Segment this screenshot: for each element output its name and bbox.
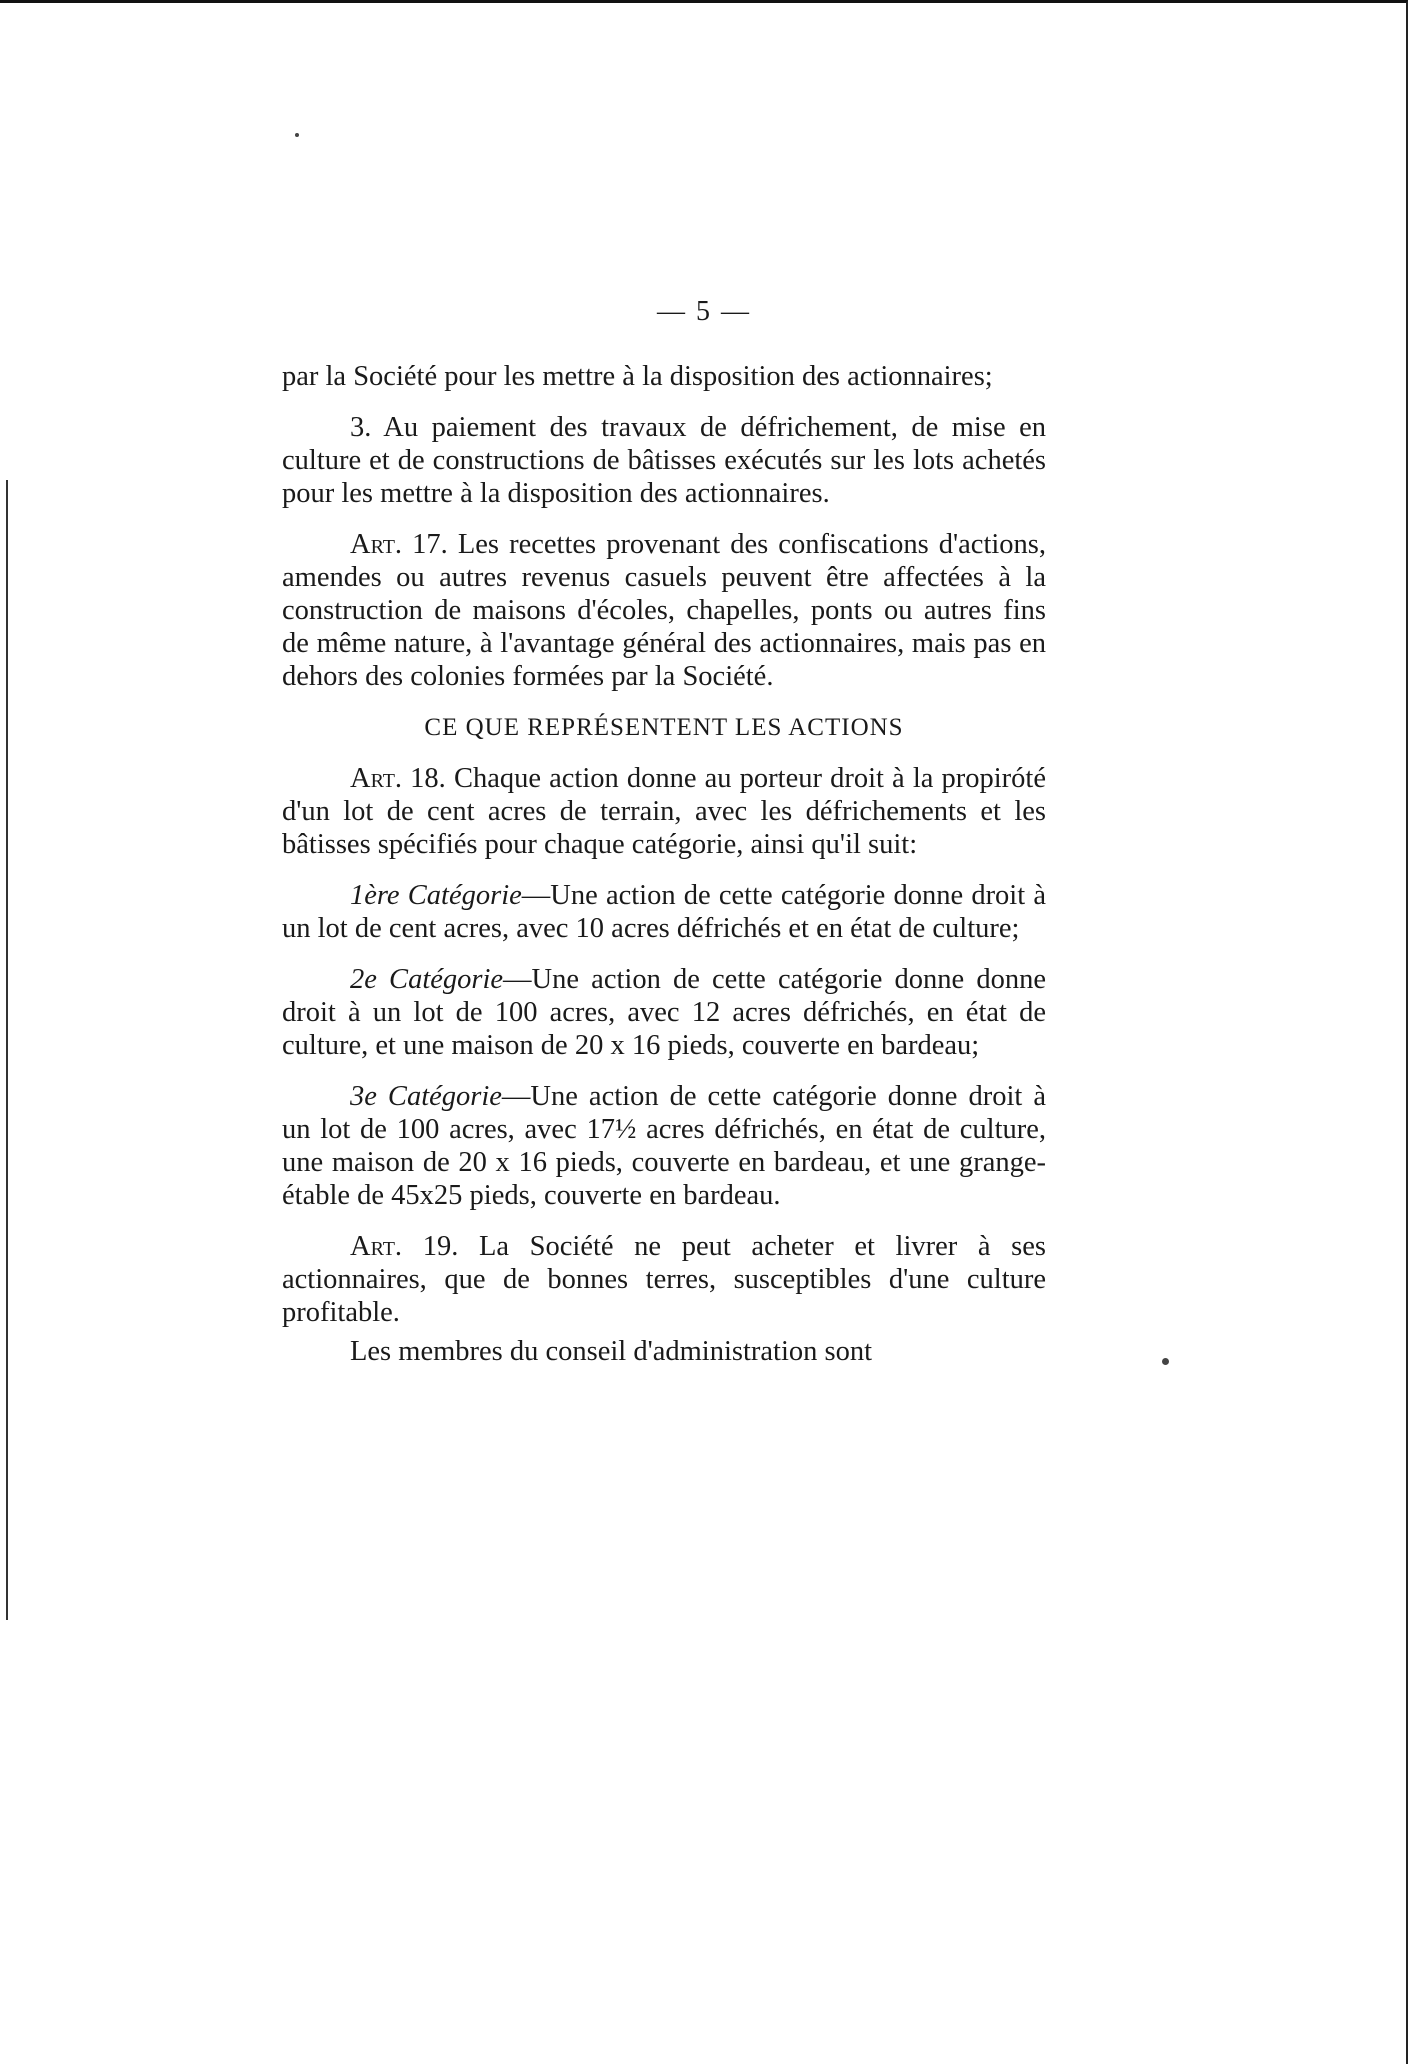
category-text: —Une action de cette catégorie donne donne droit à un lot de 100 acres, avec 12 acres défrichés, en état de culture, et une maison de 20 x 16 pieds, couverte en bardeau; — [282, 964, 1046, 1061]
paragraph: 3. Au paiement des travaux de défrichement, de mise en culture et de constructions de bâtisses exécutés sur les lots achetés pour les mettre à la disposition des actionnaires. — [282, 412, 1046, 509]
paragraph: par la Société pour les mettre à la disposition des actionnaires; — [282, 361, 993, 392]
section-heading: CE QUE REPRÉSENTENT LES ACTIONS — [424, 714, 904, 741]
category-text: —Une action de cette catégorie donne droit à un lot de 100 acres, avec 17½ acres défrichés, en état de culture, une maison de 20 x 16 pieds, couverte en bardeau, et une grange-étable de 45x25 pieds, couverte en bardeau. — [282, 1081, 1046, 1211]
article-17 — [282, 528, 1046, 693]
page-left-edge — [6, 480, 8, 1620]
category-label: 1ère Catégorie — [350, 880, 522, 911]
category-2 — [282, 963, 1046, 1062]
category-text: —Une action de cette catégorie donne droit à un lot de cent acres, avec 10 acres défrichés et en état de culture; — [282, 880, 1046, 944]
ink-speck — [295, 133, 299, 137]
article-label: Art. 19. — [350, 1231, 459, 1262]
article-label: Art. 17. — [350, 529, 448, 560]
paragraph: Les membres du conseil d'administration sont — [350, 1336, 873, 1367]
article-text: Les recettes provenant des confiscations d'actions, amendes ou autres revenus casuels peuvent être affectées à la construction de maisons d'écoles, chapelles, ponts ou autres fins de même nature, à l'avantage général des actionnaires, mais pas en dehors des colonies formées par la Société. — [282, 529, 1047, 692]
article-18 — [282, 762, 1046, 861]
category-1 — [282, 879, 1046, 945]
article-text: La Société ne peut acheter et livrer à ses actionnaires, que de bonnes terres, susceptibles d'une culture profitable. — [282, 1231, 1047, 1328]
page-number: — 5 — — [657, 296, 751, 327]
article-19 — [282, 1230, 1046, 1329]
category-3 — [282, 1080, 1046, 1212]
article-text: Chaque action donne au porteur droit à la propiróté d'un lot de cent acres de terrain, avec les défrichements et les bâtisses spécifiés pour chaque catégorie, ainsi qu'il suit: — [282, 763, 1046, 860]
category-label: 2e Catégorie — [350, 964, 504, 995]
article-label: Art. 18. — [350, 763, 446, 794]
document-body — [282, 360, 1046, 1386]
ink-speck — [1162, 1358, 1169, 1365]
category-label: 3e Catégorie — [350, 1081, 502, 1112]
